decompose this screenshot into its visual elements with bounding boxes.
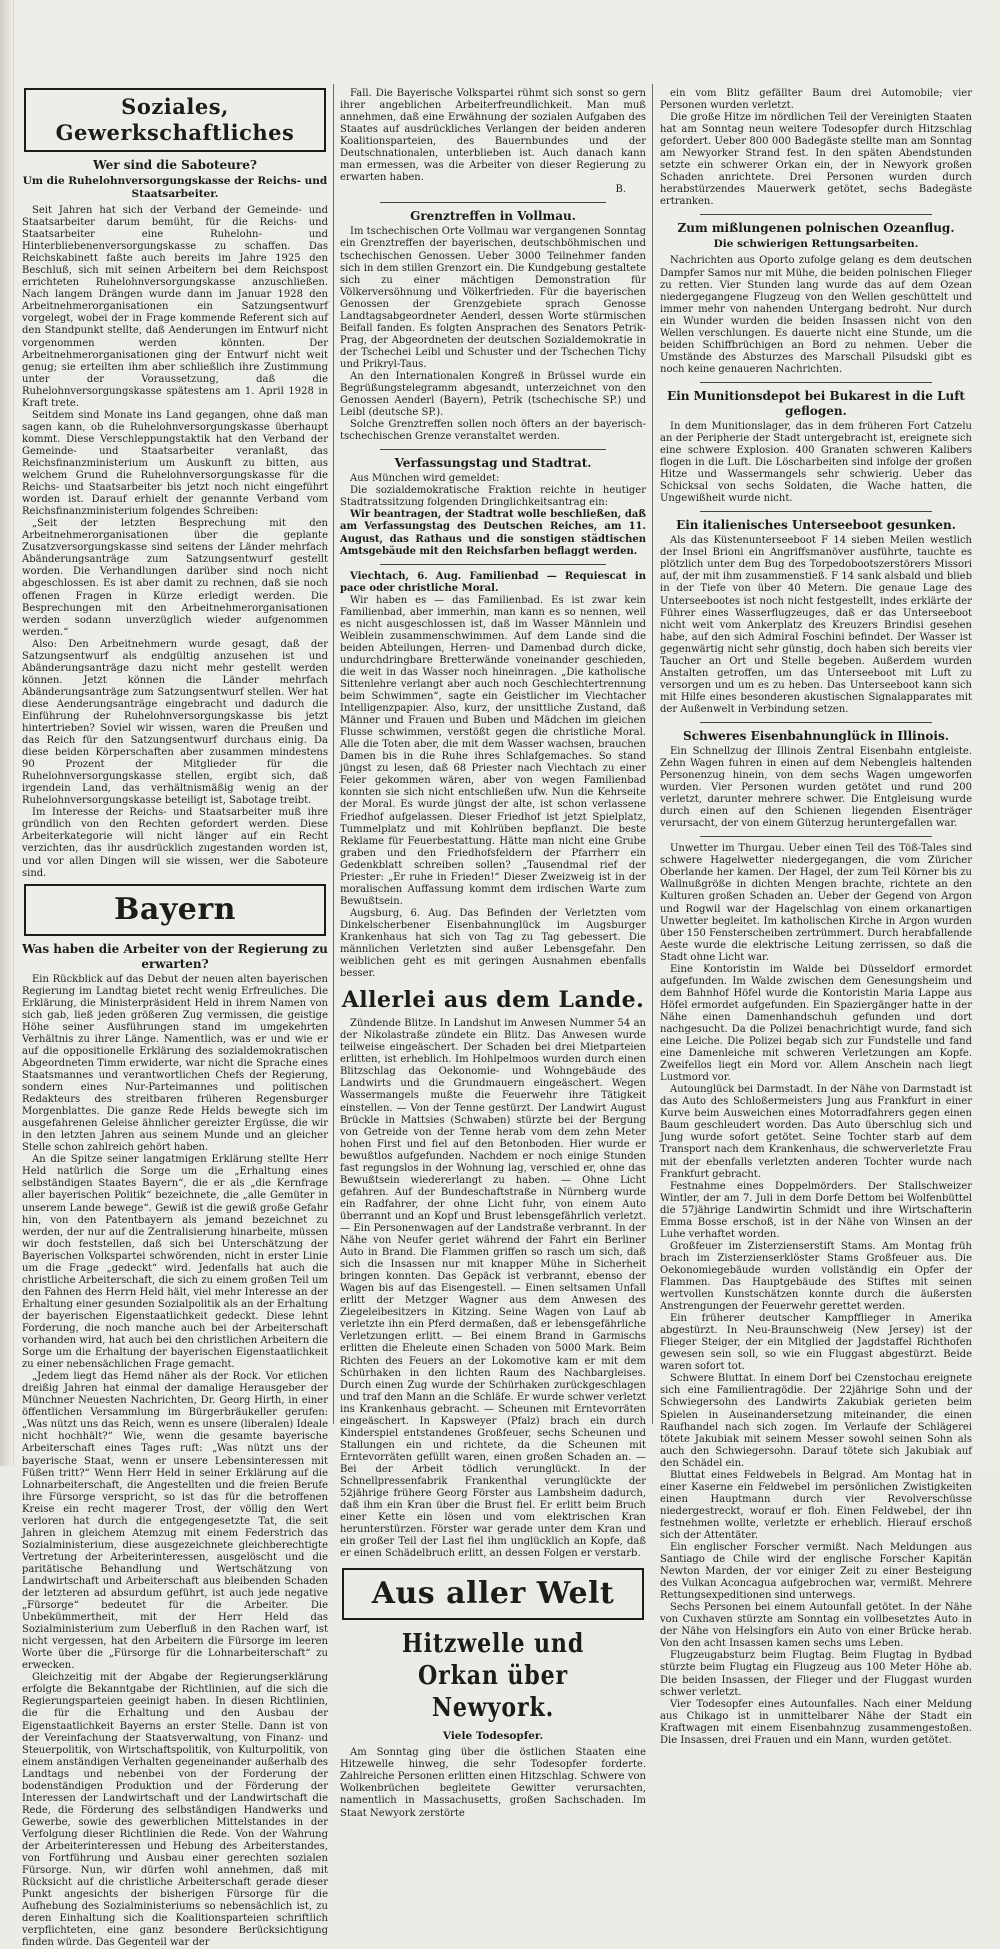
paragraph: Ein englischer Forscher vermißt. Nach Meldungen aus Santiago de Chile wird der englische Forscher Kapitän Newton Marden, der vor einiger Zeit zu einer Besteigung des Vulkan Aconcagua aufgebrochen war, vermißt. Mehrere Rettungsexpeditionen sind unterwegs. xyxy=(660,1542,972,1602)
quote-paragraph: „Seit der letzten Besprechung mit den Arbeitnehmerorganisationen über die geplante Zusatzversorgungskasse sind seitens der Länder mehrfach Abänderungsanträge zum Satzungsentwurf gestellt worden. Die Verhandlungen darüber sind noch nicht abgeschlossen. Es ist aber damit zu rechnen, daß sie noch offenen Fragen in Kürze erledigt werden. Die Besprechungen mit den Arbeitnehmerorganisationen werden sodann unverzüglich wieder aufgenommen werden.“ xyxy=(22,518,328,638)
separator xyxy=(700,511,932,512)
author-sign: B. xyxy=(615,184,626,196)
paragraph: Im tschechischen Orte Vollmau war vergangenen Sonntag ein Grenztreffen der bayerischen, deutschböhmischen und tschechischen Genossen. Ueber 3000 Teilnehmer fanden sich in dem stillen Grenzort ein. Die Kundgebung gestaltete sich zu einer mächtigen Demonstration für Völkerversöhnung und Völkerfrieden. Für die bayerischen Genossen der Grenzgebiete sprach Genosse Landtagsabgeordneter Aenderl, dessen Worte stürmischen Beifall fanden. Es folgten Ansprachen des Senators Petrik-Prag, der Abgeordneten der deutschen Sozialdemokratie in der Tschechei Leibl und Schuster und der Tschechen Tichy und Prikryl-Taus. xyxy=(340,226,646,370)
column-1 xyxy=(22,84,328,1949)
paragraph: Im Interesse der Reichs- und Staatsarbeiter muß ihre gründlich von den Rechten gefordert werden. Diese Arbeiterkategorie will nicht länger auf ein Recht verzichten, das ihr ausdrücklich zugestanden worden ist, und vor allen Dingen will sie wissen, wer die Saboteure sind. xyxy=(22,807,328,879)
paragraph: Vier Todesopfer eines Autounfalles. Nach einer Meldung aus Chikago ist in unmittelbarer Nähe der Stadt ein Kraftwagen mit einem Eisenbahnzug zusammengestoßen. Die Insassen, drei Frauen und ein Mann, wurden getötet. xyxy=(660,1698,972,1746)
paragraph: Ein Rückblick auf das Debut der neuen alten bayerischen Regierung im Landtag bietet recht wenig Erfreuliches. Die Erklärung, die Ministerpräsident Held in ihrem Namen von sich gab, ließ jeden größeren Zug vermissen, die geistige Höhe seiner Ausführungen stand im umgekehrten Verhältnis zu ihrer Länge. Namentlich, was er und wie er auf die oppositionelle Erklärung des sozialdemokratischen Abgeordneten Timm erwiderte, war nicht die Sprache eines Staatsmannes und verantwortlichen Chefs der Regierung, sondern eines Nur-Parteimannes und politischen Redakteurs des streitbaren früheren Regensburger Morgenblattes. Die ganze Rede Helds bewegte sich im ausgefahrenen Geleise ähnlicher gereizter Ergüsse, die wir in den letzten Jahren aus seinem Munde und an gleicher Stelle schon zahlreich gehört haben. xyxy=(22,973,328,1154)
article-title-saboteure: Wer sind die Saboteure? xyxy=(93,158,257,172)
article-title-grenztreffen: Grenztreffen in Vollmau. xyxy=(410,209,576,224)
paragraph: Ein Schnellzug der Illinois Zentral Eisenbahn entgleiste. Zehn Wagen fuhren in einen auf dem Nebengleis haltenden Personenzug hinein, von dem sechs Wagen umgeworfen wurden. Vier Personen wurden getötet und rund 200 verletzt, darunter mehrere schwer. Die Entgleisung wurde durch einen auf den Schienen liegenden Eisenträger verursacht, der von einem Güterzug heruntergefallen war. xyxy=(660,745,972,830)
separator xyxy=(380,564,606,565)
paragraph: Also: Den Arbeitnehmern wurde gesagt, daß der Satzungsentwurf als endgültig anzusehen ist und Abänderungsanträge dazu nicht mehr gestellt werden können. Jetzt können die Länder mehrfach Abänderungsanträge zum Satzungsentwurf stellen. Wer hat diese Aenderungsanträge eingebracht und dadurch die Einführung der Ruhelohnversorgungskasse bis jetzt hintertrieben? Soviel wir wissen, waren die Preußen und das Reich für den Satzungsentwurf durchaus einig. Da diese beiden Körperschaften aber zusammen mindestens 90 Prozent der Mitglieder für die Ruhelohnversorgungskasse stellen, ergibt sich, daß irgendein Land, das verhältnismäßig wenig an der Ruhelohnversorgungskasse beteiligt ist, Sabotage treibt. xyxy=(22,638,328,807)
article-subtitle-rettung: Die schwierigen Rettungsarbeiten. xyxy=(713,238,919,251)
article-title-verfassungstag: Verfassungstag und Stadtrat. xyxy=(394,456,592,471)
paragraph: In dem Munitionslager, das in dem früheren Fort Catzelu an der Peripherie der Stadt untergebracht ist, ereignete sich eine schwere Explosion. 400 Granaten schweren Kalibers flogen in die Luft. Die Löscharbeiten sind infolge der großen Hitze und Wassermangels sehr schwierig. Ueber das Schicksal von sechs Soldaten, die Wache hatten, die Ungewißheit wurde nicht. xyxy=(660,420,972,505)
section-title-aus-aller-welt: Aus aller Welt xyxy=(342,1568,644,1620)
paragraph: Sechs Personen bei einem Autounfall getötet. In der Nähe von Cuxhaven stürzte am Sonntag ein vollbesetztes Auto in der Nähe von Helsingfors ein Auto von einer Brücke herab. Von den acht Insassen kamen sechs ums Leben. xyxy=(660,1602,972,1650)
article-title-hitzwelle: Hitzwelle und Orkan über Newyork. xyxy=(401,1629,585,1724)
page-binding-edge xyxy=(0,0,14,1466)
paragraph: Schwere Bluttat. In einem Dorf bei Czenstochau ereignete sich eine Familientragödie. Der 22jährige Sohn und der Schwiegersohn des Landwirts Zakubiak gerieten beim Spielen in Auseinandersetzung miteinander, die einen Raufhandel nach sich zogen. Im Verlaufe der Schlägerei tötete Jakubiak mit seinem Messer sowohl seinen Sohn als auch den Schwiegersohn. Darauf tötete sich Jakubiak auf den Schädel ein. xyxy=(660,1373,972,1469)
paragraph: Fall. Die Bayerische Volkspartei rühmt sich sonst so gern ihrer angeblichen Arbeiterfreundlichkeit. Man muß annehmen, daß eine Erwähnung der sozialen Aufgaben des Staates auf ausdrückliches Verlangen der beiden anderen Koalitionsparteien, des Bauernbundes und der Deutschnationalen, unterblieben ist. Auch danach kann man ermessen, was die Arbeiter von dieser Regierung zu erwarten haben. xyxy=(340,88,646,184)
paragraph: ein vom Blitz gefällter Baum drei Automobile; vier Personen wurden verletzt. xyxy=(660,88,972,112)
article-subtitle-todesopfer: Viele Todesopfer. xyxy=(442,1730,544,1743)
separator xyxy=(380,202,606,203)
article-title-illinois: Schweres Eisenbahnunglück in Illinois. xyxy=(683,728,949,743)
paragraph: Seit Jahren hat sich der Verband der Gemeinde- und Staatsarbeiter darum bemüht, für die Reichs- und Staatsarbeiter eine Ruhelohn- und Hinterbliebenenversorgungskasse zu schaffen. Das Reichskabinett faßte auch bereits im Jahre 1925 den Beschluß, sich mit seinen Arbeitern bei dem Reichspost errichteten Ruhelohnversorgungskasse anzuschließen. Nach langem Drängen wurde dann im Januar 1928 den Arbeitnehmerorganisationen ein Satzungsentwurf vorgelegt, wobei der in Frage kommende Referent sich auf den Standpunkt stellte, daß Aenderungen im Entwurf nicht vorgenommen werden könnten. Der Arbeitnehmerorganisationen ging der Entwurf nicht weit genug; sie erteilten ihm aber schließlich ihre Zustimmung unter der Voraussetzung, daß die Ruhelohnversorgungskasse spätestens am 1. April 1928 in Kraft trete. xyxy=(22,205,328,409)
paragraph: Die sozialdemokratische Fraktion reichte in heutiger Stadtratssitzung folgenden Dringlichkeitsantrag ein: xyxy=(340,485,646,509)
article-title-ozeanflug: Zum mißlungenen polnischen Ozeanflug. xyxy=(677,221,955,236)
section-title-soziales: Soziales, Gewerkschaftliches xyxy=(24,88,326,152)
paragraph: Eine Kontoristin im Walde bei Düsseldorf ermordet aufgefunden. Im Walde zwischen dem Genesungsheim und dem Bahnhof Höfel wurde die Kontoristin Maria Lappe aus Höfel ermordet aufgefunden. Ein Spaziergänger hatte in der Nähe einen Damenhandschuh gefunden und dort nachgesucht. Da die Polizei benachrichtigt wurde, fand sich eine Leiche. Die Polizei begab sich zur Fundstelle und fand eine Damenleiche mit schweren Verletzungen am Kopfe. Zweifellos liegt ein Mord vor. Allem Anschein nach liegt Lustmord vor. xyxy=(660,963,972,1084)
section-title-allerlei: Allerlei aus dem Lande. xyxy=(341,987,645,1014)
article-subtitle-ruhelohn: Um die Ruhelohnversorgungskasse der Reichs- und Staatsarbeiter. xyxy=(22,175,328,200)
paragraph: Wir beantragen, der Stadtrat wolle beschließen, daß am Verfassungstag des Deutschen Reiches, am 11. August, das Rathaus und die sonstigen städtischen Amtsgebäude mit den Reichsfarben beflaggt werden. xyxy=(340,509,646,557)
paragraph: Großfeuer im Zisterzienserstift Stams. Am Montag früh brach im Zisterzienserklöster Stams Großfeuer aus. Die Oekonomiegebäude wurden vollständig ein Opfer der Flammen. Das Hauptgebäude des Stiftes mit seinen wertvollen Kunstschätzen konnte durch die äußersten Anstrengungen der Feuerwehr gerettet werden. xyxy=(660,1240,972,1313)
paragraph: Wir haben es — das Familienbad. Es ist zwar kein Familienbad, aber immerhin, man kann es so nennen, weil es nicht ausgeschlossen ist, daß im Wasser Männlein und Weiblein zusammenschwimmen. Auf dem Lande sind die beiden Abteilungen, Herren- und Damenbad durch dicke, undurchdringbare Bretterwände voneinander geschieden, die weit in das Wasser noch hineinragen. „Die katholische Sittenlehre verlangt aber auch noch Geschlechtertrennung beim Schwimmen“, sagte ein Geistlicher im Viechtacher Intelligenzpapier. Also, kurz, der unsittliche Zustand, daß Männer und Frauen und Buben und Mädchen im gleichen Flusse schwimmen, verstößt gegen die christliche Moral. Alle die Toten aber, die mit dem Wasser wachsen, brauchen Damen bis in die Ruhe ihres Schlafgemaches. So stand jüngst zu lesen, daß 68 Priester nach Viechtach zu einer Feier gekommen wären, aber von wegen Familienbad konnten sie sich nicht entschließen ufw. Nun die Kehrseite der Moral. Es wurde jüngst der alte, ist schon verlassene Friedhof aufgelassen. Dieser Friedhof ist jetzt Spielplatz, Tummelplatz und mit Kohlrüben bepflanzt. Die beste Reklame für Feuerbestattung. Hätte man nicht eine Grube graben und den Friedhofsfeldern der Pfarrherr ein Gedenkblatt schreiben sollen? „Tausendmal rief der Priester: „Er ruhe in Frieden!“ Dieser Zweizweig ist in der moralischen Auffassung kommt dem irdischen Warte zum Bewußtsein. xyxy=(340,594,646,907)
article-title-unterseeboot: Ein italienisches Unterseeboot gesunken. xyxy=(676,518,956,533)
paragraph: Gleichzeitig mit der Abgabe der Regierungserklärung erfolgte die Bekanntgabe der Richtlinien, auf die sich die Regierungsparteien geeinigt haben. In diesen Richtlinien, die für die Erhaltung und den Ausbau der Eigenstaatlichkeit Bayerns an erster Stelle. Dann ist von der Vereinfachung der Staatsverwaltung, von Finanz- und Steuerpolitik, von Wirtschaftspolitik, von Kulturpolitik, von einem anständigen Verhalten gegeneinander außerhalb des Landtags und nebenbei von der Forderung der bodenständigen Produktion und der Förderung der Interessen der Landwirtschaft und der Landwirtschaft die Rede, die Förderung des selbständigen Handwerks und Gewerbe, sowie des gewerblichen Mittelstandes in der Verfolgung dieser Richtlinien die Rede. Von der Wahrung der Arbeiterinteressen und Hebung des Arbeiterstandes, von Fortführung und Ausbau einer gerechten sozialen Fürsorge. Nun, wir dürfen wohl annehmen, daß mit Rücksicht auf die christliche Arbeiterschaft gerade dieser Punkt angesichts der bisherigen Fürsorge für die Aufhebung des Sozialministeriums so nebensächlich ist, zu deren Einhaltung sich die Koalitionsparteien schriftlich verpflichteten, eine ganz besondere Berücksichtigung finden würde. Das Gegenteil war der xyxy=(22,1672,328,1949)
column-rule-1 xyxy=(333,84,334,1424)
paragraph: Seitdem sind Monate ins Land gegangen, ohne daß man sagen kann, ob die Ruhelohnversorgungskasse überhaupt kommt. Diese Verschleppungstaktik hat den Verband der Gemeinde- und Staatsarbeiter veranlaßt, das Reichsfinanzministerium um Auskunft zu bitten, aus welchem Grund die Ruhelohnversorgungskasse für die Reichs- und Staatsarbeiter bis jetzt noch nicht eingeführt worden ist. Darauf erhielt der genannte Verband vom Reichsfinanzministerium folgendes Schreiben: xyxy=(22,409,328,518)
paragraph: Zündende Blitze. In Landshut im Anwesen Nummer 54 an der Nikolastraße zündete ein Blitz. Das Anwesen wurde teilweise eingeäschert. Der Schaden bei drei Mietparteien erlitten, ist erheblich. Im Hohlpelmoos wurden durch einen Blitzschlag das Oekonomie- und Wohngebäude des Landwirts und die Grundmauern eingeäschert. Wegen Wassermangels mußte die Feuerwehr ihre Tätigkeit einstellen. — Von der Tenne gestürzt. Der Landwirt August Brückle in Mattsies (Schwaben) stürzte bei der Bergung von Getreide von der Tenne herab vom dem zehn Meter hohen First und fiel auf den Betonboden. Hier wurde er bewußtlos aufgefunden. Nachdem er noch einige Stunden fast regungslos in der Wohnung lag, verschied er, ohne das Bewußtsein wiedererlangt zu haben. — Ohne Licht gefahren. Auf der Bundeschaftstraße in Nürnberg wurde ein Radfahrer, der ohne Licht fuhr, von einem Auto überrannt und an Kopf und Brust lebensgefährlich verletzt. — Ein Personenwagen auf der Landstraße verbrannt. In der Nähe von Neufer geriet während der Fahrt ein Berliner Auto in Brand. Die Flammen griffen so rasch um sich, daß sich die Insassen nur mit knapper Mühe in Sicherheit bringen konnten. Das Gepäck ist verbrannt, ebenso der Wagen bis auf das Eisengestell. — Einen seltsamen Unfall erlitt der Metzger Wagner aus dem Anwesen des Ziegeleibesitzers in Kitzing. Seine Wagen von Lauf ab verletzte ihn ein Pferd dermaßen, daß er lebensgefährliche Verletzungen erlitt. — Bei einem Brand in Garmischs erlitten die Eheleute einen Schaden von 5000 Mark. Beim Richten des Feuers an der Lokomotive kam er mit dem Schürhaken in den lichten Raum des Nachbargleises. Durch einen Zug wurde der Schürhaken zurückgeschlagen und traf den Mann an die Schläfe. Er wurde schwer verletzt ins Krankenhaus gebracht. — Scheunen mit Erntevorräten eingeäschert. In Kapsweyer (Pfalz) brach ein durch Kinderspiel entstandenes Großfeuer, sechs Scheunen und Stallungen ein und richtete, da die Scheunen mit Erntevorräten gefüllt waren, einen großen Schaden an. — Bei der Arbeit tödlich verunglückt. In der Schnellpressenfabrik Frankenthal verunglückte der 52jährige frühere Georg Förster aus Lambsheim dadurch, daß ihm ein Kran über die Brust fiel. Er erlitt beim Bruch einer Kette ein lösen und vom elektrischen Kran herunterstürzen. Förster war gerade unter dem Kran und ein großer Teil der Last fiel ihm unglücklich an Kopfe, daß er einen Schädelbruch erlitt, an dessen Folgen er verstarb. xyxy=(340,1018,646,1560)
paragraph: Als das Küstenunterseeboot F 14 sieben Meilen westlich der Insel Brioni ein Angriffsmanöver ausführte, tauchte es plötzlich unter dem Bug des Torpedobootszerstörers Missori auf, der mit ihm zusammenstieß. F 14 sank alsbald und blieb in der Tiefe von über 40 Metern. Die genaue Lage des Unterseebootes ist noch nicht festgestellt, indes erklärte der Führer eines Wasserflugzeuges, daß er das Unterseeboot nicht weit vom Ankerplatz des Kreuzers Brindisi gesehen habe, auf den sich Admiral Foschini befindet. Der Wasser ist gegenwärtig nicht sehr günstig, doch haben sich bereits vier Taucher an Ort und Stelle begeben. Außerdem wurden Anstalten getroffen, um das Unterseeboot mit Luft zu versorgen und um es zu heben. Das Unterseeboot kann sich mit Hilfe eines besonderen akustischen Signalapparates mit der Außenwelt in Verbindung setzen. xyxy=(660,535,972,715)
article-title-munitionsdepot: Ein Munitionsdepot bei Bukarest in die Luft geflogen. xyxy=(667,388,965,418)
paragraph: Flugzeugabsturz beim Flugtag. Beim Flugtag in Bydbad stürzte beim Flugtag ein Flugzeug aus 100 Meter Höhe ab. Die beiden Insassen, der Flieger und der Fluggast wurden schwer verletzt. xyxy=(660,1650,972,1698)
paragraph: Autounglück bei Darmstadt. In der Nähe von Darmstadt ist das Auto des Schloßermeisters Jung aus Frankfurt in einer Kurve beim Ausweichen eines Motorradfahrers gegen einen Baum geschleudert worden. Das Auto überschlug sich und Jung wurde sofort getötet. Seine Tochter starb auf dem Transport nach dem Krankenhaus, die schwerverletzte Frau mit der ebenfalls verletzten anderen Tochter wurde nach Frankfurt gebracht. xyxy=(660,1084,972,1180)
section-title-bayern: Bayern xyxy=(24,884,326,936)
article-title-arbeiter-regierung: Was haben die Arbeiter von der Regierung zu erwarten? xyxy=(22,941,328,971)
paragraph: Aus München wird gemeldet: xyxy=(350,473,500,485)
paragraph: „Jedem liegt das Hemd näher als der Rock. Vor etlichen dreißig Jahren hat einmal der damalige Herausgeber der Münchner Neuesten Nachrichten, Dr. Georg Hirth, in einer öffentlichen Versammlung im Bürgerbräukeller gerufen: „Was nützt uns das Reich, wenn es unsere (liberalen) Ideale nicht hochhält?“ Wie, wenn die gesamte bayerische Arbeiterschaft eines Tages ruft: „Was nützt uns der bayerische Staat, wenn er unsere Lebensinteressen mit Füßen tritt?“ Wenn Herr Held in seiner Erklärung auf die Lohnarbeiterschaft, die Angestellten und die freien Berufe ihre Fürsorge verspricht, so ist das für die betroffenen Kreise ein recht magerer Trost, der völlig den Wert verloren hat durch die entgegengesetzte Tat, die seit Jahren in gleichem Atemzug mit einem Federstrich das Sozialministerium, diese ausgezeichnete gleichberechtigte Vertretung der Arbeiterinteressen, ausgelöscht und die paritätische Behandlung und Wertschätzung von Landwirtschaft und Arbeiterschaft aus bleibenden Schaden der letzteren ad absurdum geführt, ist auch jede negative „Fürsorge“ bedeutet für die Arbeiter. Die Unbekümmertheit, mit der Herr Held das Sozialministerium zum Ueberfluß in den Rachen warf, ist nicht vergessen, hat den Arbeitern die Fürsorge im leeren Worte über die „Fürsorge für die Lohnarbeiterschaft“ zu erwecken. xyxy=(22,1371,328,1672)
paragraph: Solche Grenztreffen sollen noch öfters an der bayerisch-tschechischen Grenze veranstaltet werden. xyxy=(340,419,646,443)
paragraph: An den Internationalen Kongreß in Brüssel wurde ein Begrüßungstelegramm abgesandt, unterzeichnet von den Genossen Aenderl (Bayern), Petrik (tschechische SP.) und Leibl (deutsche SP.). xyxy=(340,370,646,419)
paragraph: Bluttat eines Feldwebels in Belgrad. Am Montag hat in einer Kaserne ein Feldwebel im persönlichen Zwistigkeiten einen Hauptmann durch vier Revolverschüsse niedergestreckt, worauf er floh. Einen Feldwebel, der ihn festnehmen wollte, verletzte er erheblich. Hierauf erschoß sich der Attentäter. xyxy=(660,1469,972,1541)
separator xyxy=(380,449,606,450)
column-2 xyxy=(340,88,646,1819)
separator xyxy=(700,836,932,837)
paragraph: Die große Hitze im nördlichen Teil der Vereinigten Staaten hat am Sonntag neun weitere Todesopfer durch Hitzschlag gefordert. Ueber 800 000 Badegäste stellte man am Sonntag am Newyorker Strand fest. In den späten Abendstunden setzte ein schwerer Orkan ein, der in Newyork großen Schaden anrichtete. Drei Personen wurden durch herabstürzendes Mauerwerk getötet, sechs Badegäste ertranken. xyxy=(660,112,972,208)
paragraph: Unwetter im Thurgau. Ueber einen Teil des Töß-Tales sind schwere Hagelwetter niedergegangen, die vom Züricher Oberlande her kamen. Der Hagel, der zum Teil Körner bis zu Wallnußgröße in dichten Mengen brachte, richtete an den Kulturen großen Schaden an. Ueber der Gegend von Argon und Rogwil war der Hagelschlag von einem orkanartigen Unwetter begleitet. Im katholischen Kirche in Argon wurden über 150 Fensterscheiben zertrümmert. Durch herabfallende Aeste wurde die elektrische Leitung zerrissen, so daß die Stadt ohne Licht war. xyxy=(660,843,972,963)
paragraph: An die Spitze seiner langatmigen Erklärung stellte Herr Held natürlich die Sorge um die „Erhaltung eines selbständigen Staates Bayern“, die er als „die Kernfrage aller bayerischen Politik“ bezeichnete, die „alle Gemüter in unserem Lande bewege“. Gewiß ist die gewiß große Gefahr hin, von den Patentbayern als jemand bezeichnet zu werden, der nur auf die Zentralisierung hinarbeite, müssen wir doch feststellen, daß sich bei Unterschätzung der Bayerischen Volkspartei schwörenden, nicht in erster Linie um die Frage „gedeckt“ wird. Jedenfalls hat auch die christliche Arbeiterschaft, die sich zu einem großen Teil um den Fahnen des Herrn Held hält, viel mehr Interesse an der Erhaltung einer gesunden Sozialpolitik als an der Erhaltung der bayerischen Eigenstaatlichkeit gedeckt. Diese lehnt Forderung, die noch manche auch bei der Arbeiterschaft vorhanden wird, hat auch bei den christlichen Arbeitern die Sorge um die Erhaltung der bayerischen Eigenstaatlichkeit zu einer nebensächlichen Frage gemacht. xyxy=(22,1154,328,1371)
separator xyxy=(700,214,932,215)
paragraph: Am Sonntag ging über die östlichen Staaten eine Hitzewelle hinweg, die sehr Todesopfer forderte. Zahlreiche Personen erlitten einen Hitzschlag. Schwere von Wolkenbrüchen begleitete Gewitter verursachten, namentlich in Massachusetts, großen Sachschaden. Im Staat Newyork zerstörte xyxy=(340,1747,646,1819)
column-3 xyxy=(660,88,972,1746)
article-lead-viechtach: Viechtach, 6. Aug. Familienbad — Requiescat in pace oder christliche Moral. xyxy=(340,570,646,594)
column-rule-2 xyxy=(652,84,653,1424)
separator xyxy=(700,722,932,723)
paragraph: Nachrichten aus Oporto zufolge gelang es dem deutschen Dampfer Samos nur mit Mühe, die beiden polnischen Flieger zu retten. Vier Stunden lang wurde das auf dem Ozean niedergegangene Flugzeug von den Wellen geschüttelt und immer mehr von nahenden Untergang bedroht. Nur durch ein Wunder wurden die beiden Insassen nicht von den Wellen verschlungen. Es dauerte nicht eine Stunde, um die beiden Schiffbrüchigen an Bord zu nehmen. Ueber die Umstände des Absturzes des Marschall Pilsudski gibt es noch keine genaueren Nachrichten. xyxy=(660,255,972,375)
paragraph: Festnahme eines Doppelmörders. Der Stallschweizer Wintler, der am 7. Juli in dem Dorfe Dettom bei Wolfenbüttel die 57jährige Landwirtin Schmidt und ihre Wirtschafterin Emma Bosse erschoß, ist in der Nähe von Winsen an der Luhe verhaftet worden. xyxy=(660,1180,972,1240)
separator xyxy=(700,382,932,383)
paragraph: Ein früherer deutscher Kampfflieger in Amerika abgestürzt. In Neu-Braunschweig (New Jersey) ist der Flieger Steiger, der ein Mitglied der Jagdstaffel Richthofen gewesen sein soll, so wie ein Fluggast abgestürzt. Beide waren sofort tot. xyxy=(660,1313,972,1373)
paragraph: Augsburg, 6. Aug. Das Befinden der Verletzten vom Dinkelscherbener Eisenbahnunglück im Augsburger Krankenhaus hat sich von Tag zu Tag gebessert. Die männlichen Verletzten sind außer Lebensgefahr. Den weiblichen geht es mit geringen Ausnahmen ebenfalls besser. xyxy=(340,907,646,980)
